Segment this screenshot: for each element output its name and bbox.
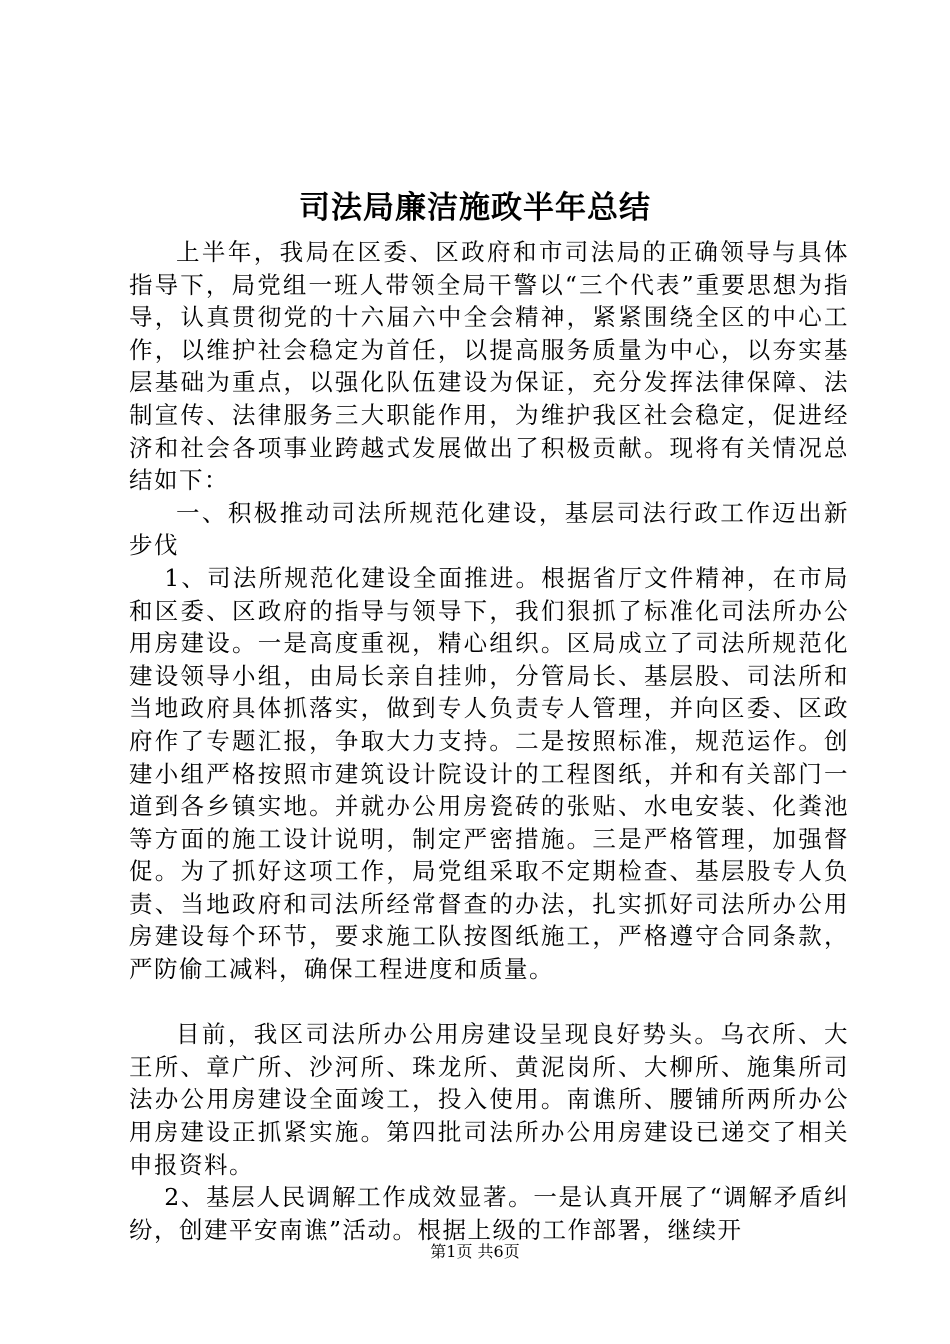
- paragraph-item-2: 2、基层人民调解工作成效显著。一是认真开展了“调解矛盾纠纷，创建平安南谯”活动。根据上级的工作部署，继续开: [129, 1183, 849, 1244]
- paragraph-intro: 上半年，我局在区委、区政府和市司法局的正确领导与具体指导下，局党组一班人带领全局干警以“三个代表”重要思想为指导，认真贯彻党的十六届六中全会精神，紧紧围绕全区的中心工作，以维护社会稳定为首任，以提高服务质量为中心，以夯实基层基础为重点，以强化队伍建设为保证，充分发挥法律保障、法制宣传、法律服务三大职能作用，为维护我区社会稳定，促进经济和社会各项事业跨越式发展做出了积极贡献。现将有关情况总结如下：: [129, 238, 849, 495]
- paragraph-item-1: 1、司法所规范化建设全面推进。根据省厅文件精神，在市局和区委、区政府的指导与领导下，我们狠抓了标准化司法所办公用房建设。一是高度重视，精心组织。区局成立了司法所规范化建设领导小组，由局长亲自挂帅，分管局长、基层股、司法所和当地政府具体抓落实，做到专人负责专人管理，并向区委、区政府作了专题汇报，争取大力支持。二是按照标准，规范运作。创建小组严格按照市建筑设计院设计的工程图纸，并和有关部门一道到各乡镇实地。并就办公用房瓷砖的张贴、水电安装、化粪池等方面的施工设计说明，制定严密措施。三是严格管理，加强督促。为了抓好这项工作，局党组采取不定期检查、基层股专人负责、当地政府和司法所经常督查的办法，扎实抓好司法所办公用房建设每个环节，要求施工队按图纸施工，严格遵守合同条款，严防偷工减料，确保工程进度和质量。: [129, 563, 849, 984]
- document-body: [129, 236, 849, 1246]
- section-heading-1: 一、积极推动司法所规范化建设，基层司法行政工作迈出新步伐: [129, 498, 849, 560]
- paragraph-progress: 目前，我区司法所办公用房建设呈现良好势头。乌衣所、大王所、章广所、沙河所、珠龙所、黄泥岗所、大柳所、施集所司法办公用房建设全面竣工，投入使用。南谯所、腰铺所两所办公用房建设正抓紧实施。第四批司法所办公用房建设已递交了相关申报资料。: [129, 1020, 849, 1179]
- page-footer: 第1页 共6页: [430, 1242, 520, 1261]
- document-title: 司法局廉洁施政半年总结: [299, 190, 651, 226]
